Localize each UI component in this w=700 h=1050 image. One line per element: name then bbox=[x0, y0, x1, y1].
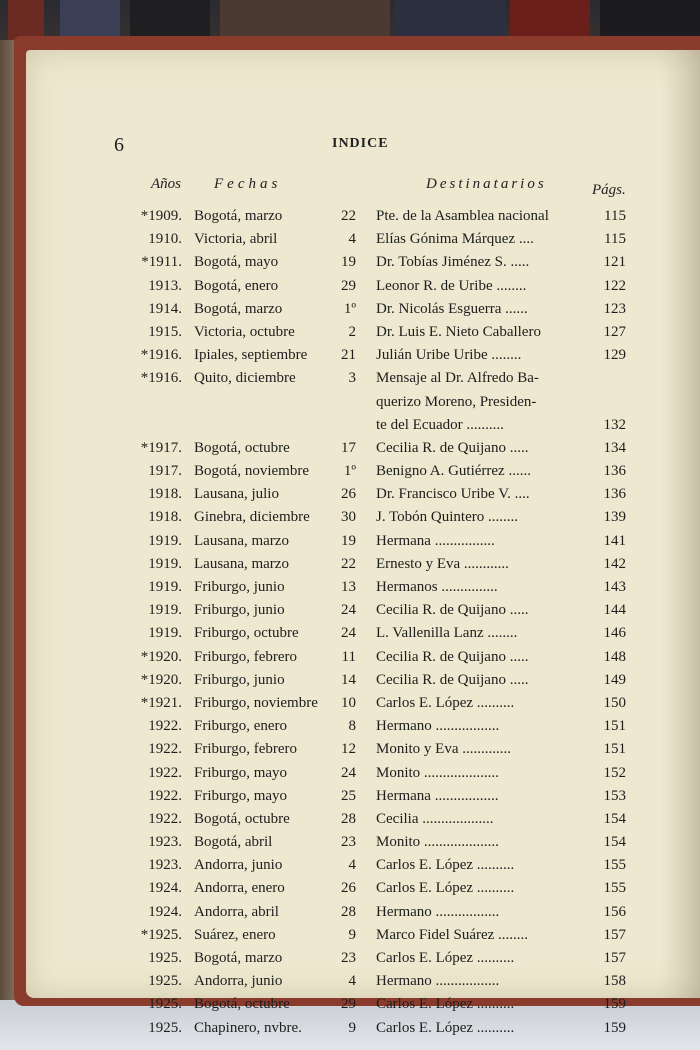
index-page: 115 bbox=[604, 231, 626, 248]
index-day: 2 bbox=[348, 323, 356, 340]
index-year: 1924. bbox=[148, 903, 182, 920]
index-page: 134 bbox=[603, 439, 626, 456]
index-recipient: Marco Fidel Suárez ........ bbox=[376, 926, 529, 943]
index-place: Friburgo, junio bbox=[194, 671, 285, 688]
index-row bbox=[26, 602, 700, 625]
index-page: 151 bbox=[603, 741, 626, 758]
index-row bbox=[26, 556, 700, 579]
index-recipient: L. Vallenilla Lanz ........ bbox=[376, 625, 518, 642]
page-number: 6 bbox=[114, 134, 124, 156]
index-recipient: Pte. de la Asamblea nacional bbox=[376, 208, 549, 224]
index-page: 157 bbox=[603, 950, 626, 966]
index-year: 1922. bbox=[148, 810, 182, 827]
index-year: *1916. bbox=[140, 347, 182, 364]
index-page: 136 bbox=[603, 486, 626, 503]
index-page: 129 bbox=[603, 347, 626, 364]
index-day: 4 bbox=[348, 973, 356, 990]
index-page: 121 bbox=[603, 254, 626, 271]
index-day: 4 bbox=[348, 231, 356, 248]
index-page: 155 bbox=[603, 880, 626, 897]
index-place: Bogotá, octubre bbox=[194, 996, 290, 1013]
index-row bbox=[26, 741, 700, 764]
index-year: *1920. bbox=[140, 671, 182, 688]
index-place: Friburgo, febrero bbox=[194, 741, 298, 758]
index-year: *1917. bbox=[140, 439, 182, 456]
index-row bbox=[26, 579, 700, 602]
index-day: 8 bbox=[348, 718, 356, 735]
index-recipient: Hermana ................. bbox=[376, 787, 499, 804]
index-row bbox=[26, 973, 700, 996]
book-page bbox=[26, 50, 700, 1036]
index-place: Bogotá, mayo bbox=[194, 254, 279, 271]
index-day: 10 bbox=[341, 694, 356, 711]
index-place: Friburgo, enero bbox=[194, 718, 288, 735]
index-place: Lausana, marzo bbox=[194, 532, 289, 549]
index-recipient: Hermano ................. bbox=[376, 973, 500, 990]
index-year: 1925. bbox=[148, 1019, 182, 1036]
index-day: 23 bbox=[341, 950, 356, 966]
index-recipient: Hermano ................. bbox=[376, 903, 500, 920]
index-row bbox=[26, 649, 700, 672]
index-page: 155 bbox=[603, 857, 626, 874]
index-recipient: Cecilia ................... bbox=[376, 810, 494, 827]
index-row bbox=[26, 509, 700, 532]
index-page: 148 bbox=[603, 648, 626, 665]
index-row bbox=[26, 208, 700, 231]
index-day: 19 bbox=[341, 532, 356, 549]
index-year: 1914. bbox=[148, 300, 182, 317]
index-year: 1922. bbox=[148, 764, 182, 781]
index-day: 23 bbox=[341, 834, 356, 851]
index-day: 21 bbox=[341, 347, 356, 364]
index-row bbox=[26, 672, 700, 695]
index-recipient: Hermano ................. bbox=[376, 718, 500, 735]
index-recipient: Carlos E. López .......... bbox=[376, 880, 515, 897]
index-place: Andorra, abril bbox=[194, 903, 279, 920]
index-day: 22 bbox=[341, 208, 356, 224]
index-row bbox=[26, 695, 700, 718]
index-row bbox=[26, 880, 700, 903]
index-recipient: Hermana ................ bbox=[376, 532, 495, 549]
index-page: 157 bbox=[603, 926, 626, 943]
index-page: 142 bbox=[603, 555, 626, 572]
index-recipient: J. Tobón Quintero ........ bbox=[376, 509, 519, 526]
index-page: 122 bbox=[603, 277, 626, 294]
index-page: 144 bbox=[603, 602, 626, 619]
index-place: Chapinero, nvbre. bbox=[194, 1019, 302, 1036]
index-day: 29 bbox=[341, 996, 356, 1013]
index-year: 1922. bbox=[148, 787, 182, 804]
index-day: 24 bbox=[341, 764, 356, 781]
index-year: *1911. bbox=[141, 254, 182, 271]
index-year: 1919. bbox=[148, 555, 182, 572]
index-day: 28 bbox=[341, 810, 356, 827]
index-recipient: Cecilia R. de Quijano ..... bbox=[376, 671, 529, 688]
index-row bbox=[26, 231, 700, 254]
index-place: Friburgo, junio bbox=[194, 602, 285, 619]
index-year: 1923. bbox=[148, 834, 182, 851]
index-year: 1919. bbox=[148, 532, 182, 549]
index-row bbox=[26, 950, 700, 973]
index-place: Bogotá, enero bbox=[194, 277, 279, 294]
index-page: 152 bbox=[603, 764, 626, 781]
index-row bbox=[26, 996, 700, 1019]
index-year: 1925. bbox=[148, 973, 182, 990]
index-place: Friburgo, octubre bbox=[194, 625, 299, 642]
index-place: Andorra, junio bbox=[194, 857, 283, 874]
index-page: 139 bbox=[603, 509, 626, 526]
index-row bbox=[26, 370, 700, 393]
index-year: *1916. bbox=[140, 370, 182, 387]
index-year: 1913. bbox=[148, 277, 182, 294]
index-recipient: Ernesto y Eva ............ bbox=[376, 555, 509, 572]
index-row bbox=[26, 765, 700, 788]
index-recipient: Mensaje al Dr. Alfredo Ba- bbox=[376, 370, 539, 387]
index-page: 159 bbox=[603, 996, 626, 1013]
index-day: 24 bbox=[341, 625, 356, 642]
index-page: 143 bbox=[603, 579, 626, 595]
index-day: 17 bbox=[341, 439, 356, 456]
index-day: 30 bbox=[341, 509, 356, 526]
index-recipient: Dr. Nicolás Esguerra ...... bbox=[376, 300, 528, 317]
index-place: Ginebra, diciembre bbox=[194, 509, 310, 526]
index-place: Bogotá, octubre bbox=[194, 439, 290, 456]
index-place: Andorra, enero bbox=[194, 880, 285, 897]
index-row bbox=[26, 254, 700, 277]
index-year: 1923. bbox=[148, 857, 182, 874]
index-row bbox=[26, 347, 700, 370]
index-page: 150 bbox=[603, 694, 626, 711]
index-day: 14 bbox=[341, 671, 356, 688]
index-year: 1918. bbox=[148, 486, 182, 503]
index-place: Bogotá, marzo bbox=[194, 300, 283, 317]
index-row bbox=[26, 533, 700, 556]
index-year: 1910. bbox=[148, 231, 182, 248]
index-recipient: Dr. Francisco Uribe V. .... bbox=[376, 486, 530, 503]
index-place: Friburgo, junio bbox=[194, 579, 285, 595]
index-place: Victoria, abril bbox=[194, 231, 278, 248]
index-recipient: Monito .................... bbox=[376, 834, 499, 851]
index-place: Bogotá, marzo bbox=[194, 950, 283, 966]
index-row bbox=[26, 857, 700, 880]
index-page: 127 bbox=[603, 323, 626, 340]
index-page: 153 bbox=[603, 787, 626, 804]
index-recipient: Cecilia R. de Quijano ..... bbox=[376, 648, 529, 665]
index-day: 28 bbox=[341, 903, 356, 920]
index-page: 136 bbox=[603, 463, 626, 480]
running-head: INDICE bbox=[332, 136, 389, 151]
index-recipient: te del Ecuador .......... bbox=[376, 416, 504, 433]
index-page: 123 bbox=[603, 300, 626, 317]
index-recipient: Monito .................... bbox=[376, 764, 499, 781]
index-day: 22 bbox=[341, 555, 356, 572]
index-place: Lausana, julio bbox=[194, 486, 279, 503]
header-dates: Fechas bbox=[214, 176, 282, 192]
index-year: 1925. bbox=[148, 996, 182, 1013]
index-recipient: Benigno A. Gutiérrez ...... bbox=[376, 463, 531, 480]
index-row bbox=[26, 718, 700, 741]
index-page: 149 bbox=[603, 671, 626, 688]
index-recipient: Carlos E. López .......... bbox=[376, 996, 515, 1013]
index-recipient: Cecilia R. de Quijano ..... bbox=[376, 439, 529, 456]
index-day: 26 bbox=[341, 880, 356, 897]
header-pages: Págs. bbox=[592, 182, 626, 198]
index-year: 1922. bbox=[148, 741, 182, 758]
index-day: 19 bbox=[341, 254, 356, 271]
index-page: 115 bbox=[604, 208, 626, 224]
index-place: Bogotá, noviembre bbox=[194, 463, 309, 480]
index-row bbox=[26, 811, 700, 834]
index-recipient: Monito y Eva ............. bbox=[376, 741, 511, 758]
index-row bbox=[26, 394, 700, 417]
index-year: *1921. bbox=[140, 694, 182, 711]
index-day: 3 bbox=[348, 370, 356, 387]
index-place: Bogotá, marzo bbox=[194, 208, 283, 224]
index-year: 1918. bbox=[148, 509, 182, 526]
index-row bbox=[26, 788, 700, 811]
index-page: 132 bbox=[603, 416, 626, 433]
index-page: 146 bbox=[603, 625, 626, 642]
index-page: 158 bbox=[603, 973, 626, 990]
index-row bbox=[26, 927, 700, 950]
index-day: 29 bbox=[341, 277, 356, 294]
index-day: 1º bbox=[343, 463, 356, 480]
index-place: Bogotá, abril bbox=[194, 834, 273, 851]
index-day: 11 bbox=[341, 648, 356, 665]
index-year: *1920. bbox=[140, 648, 182, 665]
index-page: 154 bbox=[603, 810, 626, 827]
index-row bbox=[26, 463, 700, 486]
index-year: 1919. bbox=[148, 625, 182, 642]
index-year: 1919. bbox=[148, 602, 182, 619]
index-recipient: Dr. Tobías Jiménez S. ..... bbox=[376, 254, 530, 271]
index-recipient: Carlos E. López .......... bbox=[376, 950, 515, 966]
index-recipient: Leonor R. de Uribe ........ bbox=[376, 277, 527, 294]
index-day: 25 bbox=[341, 787, 356, 804]
index-recipient: Hermanos ............... bbox=[376, 579, 498, 595]
index-recipient: Carlos E. López .......... bbox=[376, 694, 515, 711]
index-year: 1915. bbox=[148, 323, 182, 340]
index-year: *1909. bbox=[140, 208, 182, 224]
index-table bbox=[26, 208, 700, 1043]
index-row bbox=[26, 301, 700, 324]
index-day: 1º bbox=[343, 300, 356, 317]
index-place: Suárez, enero bbox=[194, 926, 276, 943]
index-recipient: querizo Moreno, Presiden- bbox=[376, 393, 537, 410]
index-recipient: Carlos E. López .......... bbox=[376, 1019, 515, 1036]
index-place: Bogotá, octubre bbox=[194, 810, 290, 827]
index-day: 9 bbox=[348, 926, 356, 943]
index-place: Andorra, junio bbox=[194, 973, 283, 990]
index-place: Ipiales, septiembre bbox=[194, 347, 308, 364]
index-row bbox=[26, 625, 700, 648]
index-year: 1922. bbox=[148, 718, 182, 735]
index-year: 1924. bbox=[148, 880, 182, 897]
index-place: Quito, diciembre bbox=[194, 370, 296, 387]
index-row bbox=[26, 278, 700, 301]
index-year: *1925. bbox=[140, 926, 182, 943]
index-day: 26 bbox=[341, 486, 356, 503]
index-row bbox=[26, 834, 700, 857]
index-row bbox=[26, 440, 700, 463]
index-day: 12 bbox=[341, 741, 356, 758]
index-place: Friburgo, mayo bbox=[194, 787, 288, 804]
index-page: 151 bbox=[603, 718, 626, 735]
index-page: 154 bbox=[603, 834, 626, 851]
index-recipient: Elías Gónima Márquez .... bbox=[376, 231, 534, 248]
index-recipient: Carlos E. López .......... bbox=[376, 857, 515, 874]
index-recipient: Julián Uribe Uribe ........ bbox=[376, 347, 522, 364]
index-place: Friburgo, febrero bbox=[194, 648, 298, 665]
index-place: Victoria, octubre bbox=[194, 323, 295, 340]
index-year: 1925. bbox=[148, 950, 182, 966]
header-years: Años bbox=[151, 176, 181, 192]
index-recipient: Dr. Luis E. Nieto Caballero bbox=[376, 323, 541, 340]
index-row bbox=[26, 324, 700, 347]
index-place: Lausana, marzo bbox=[194, 555, 289, 572]
index-day: 24 bbox=[341, 602, 356, 619]
index-place: Friburgo, noviembre bbox=[194, 694, 318, 711]
index-page: 156 bbox=[603, 903, 626, 920]
index-row bbox=[26, 904, 700, 927]
index-row bbox=[26, 486, 700, 509]
index-recipient: Cecilia R. de Quijano ..... bbox=[376, 602, 529, 619]
index-day: 4 bbox=[348, 857, 356, 874]
index-page: 141 bbox=[603, 532, 626, 549]
header-recipients: Destinatarios bbox=[426, 176, 547, 192]
index-page: 159 bbox=[603, 1019, 626, 1036]
index-place: Friburgo, mayo bbox=[194, 764, 288, 781]
index-year: 1919. bbox=[148, 579, 182, 595]
index-row bbox=[26, 417, 700, 440]
index-year: 1917. bbox=[148, 463, 182, 480]
index-day: 9 bbox=[348, 1019, 356, 1036]
index-day: 13 bbox=[341, 579, 356, 595]
index-row bbox=[26, 1020, 700, 1043]
